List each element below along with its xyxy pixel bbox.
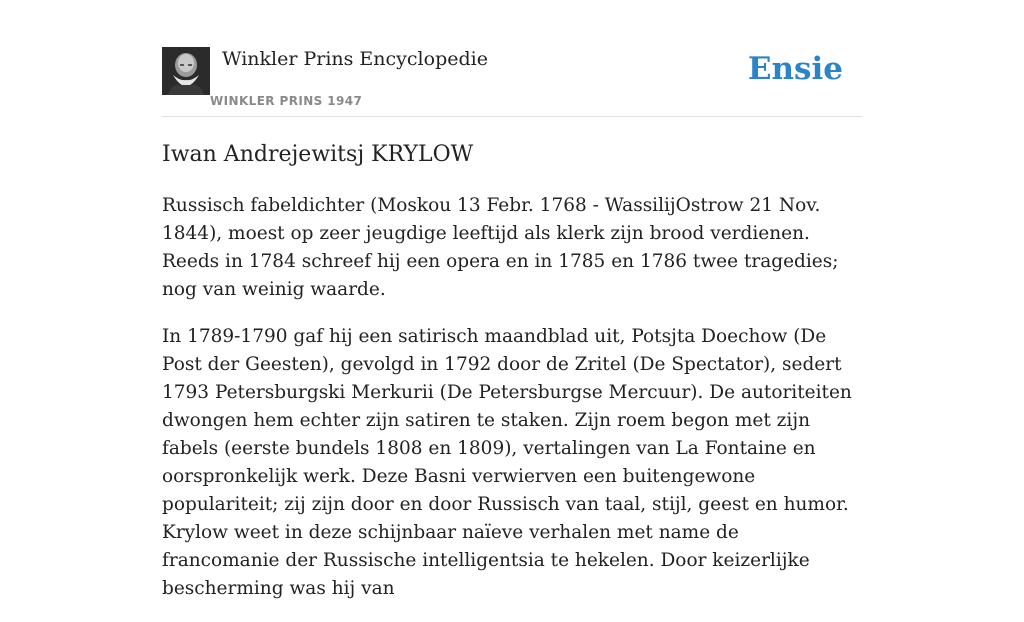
article-paragraph: Russisch fabeldichter (Moskou 13 Febr. 1768 - WassilijOstrow 21 Nov. 1844), moest op zeer jeugdige leeftijd als klerk zijn brood verdienen. Reeds in 1784 schreef hij een opera en in 1785 en 1786 twee tragedies; nog van weinig waarde.	[162, 195, 839, 300]
author-portrait-icon	[162, 47, 210, 95]
article-page	[162, 0, 862, 599]
source-name[interactable]: Winkler Prins Encyclopedie	[222, 48, 488, 70]
source-edition[interactable]: WINKLER PRINS 1947	[210, 94, 363, 108]
source-header	[162, 0, 862, 117]
article-title: Iwan Andrejewitsj KRYLOW	[162, 142, 474, 167]
avatar[interactable]	[162, 47, 210, 95]
article-body	[162, 192, 862, 622]
brand-logo[interactable]: Ensie	[747, 51, 843, 87]
article-paragraph: In 1789-1790 gaf hij een satirisch maandblad uit, Potsjta Doechow (De Post der Geesten), gevolgd in 1792 door de Zritel (De Spectator), sedert 1793 Petersburgski Merkurii (De Petersburgse Mercuur). De autoriteiten dwongen hem echter zijn satiren te staken. Zijn roem begon met zijn fabels (eerste bundels 1808 en 1809), vertalingen van La Fontaine en oorspronkelijk werk. Deze Basni verwierven een buitengewone populariteit; zij zijn door en door Russisch van taal, stijl, geest en humor. Krylow weet in deze schijnbaar naïeve verhalen met name de francomanie der Russische intelligentsia te hekelen. Door keizerlijke bescherming was hij van	[162, 326, 852, 599]
